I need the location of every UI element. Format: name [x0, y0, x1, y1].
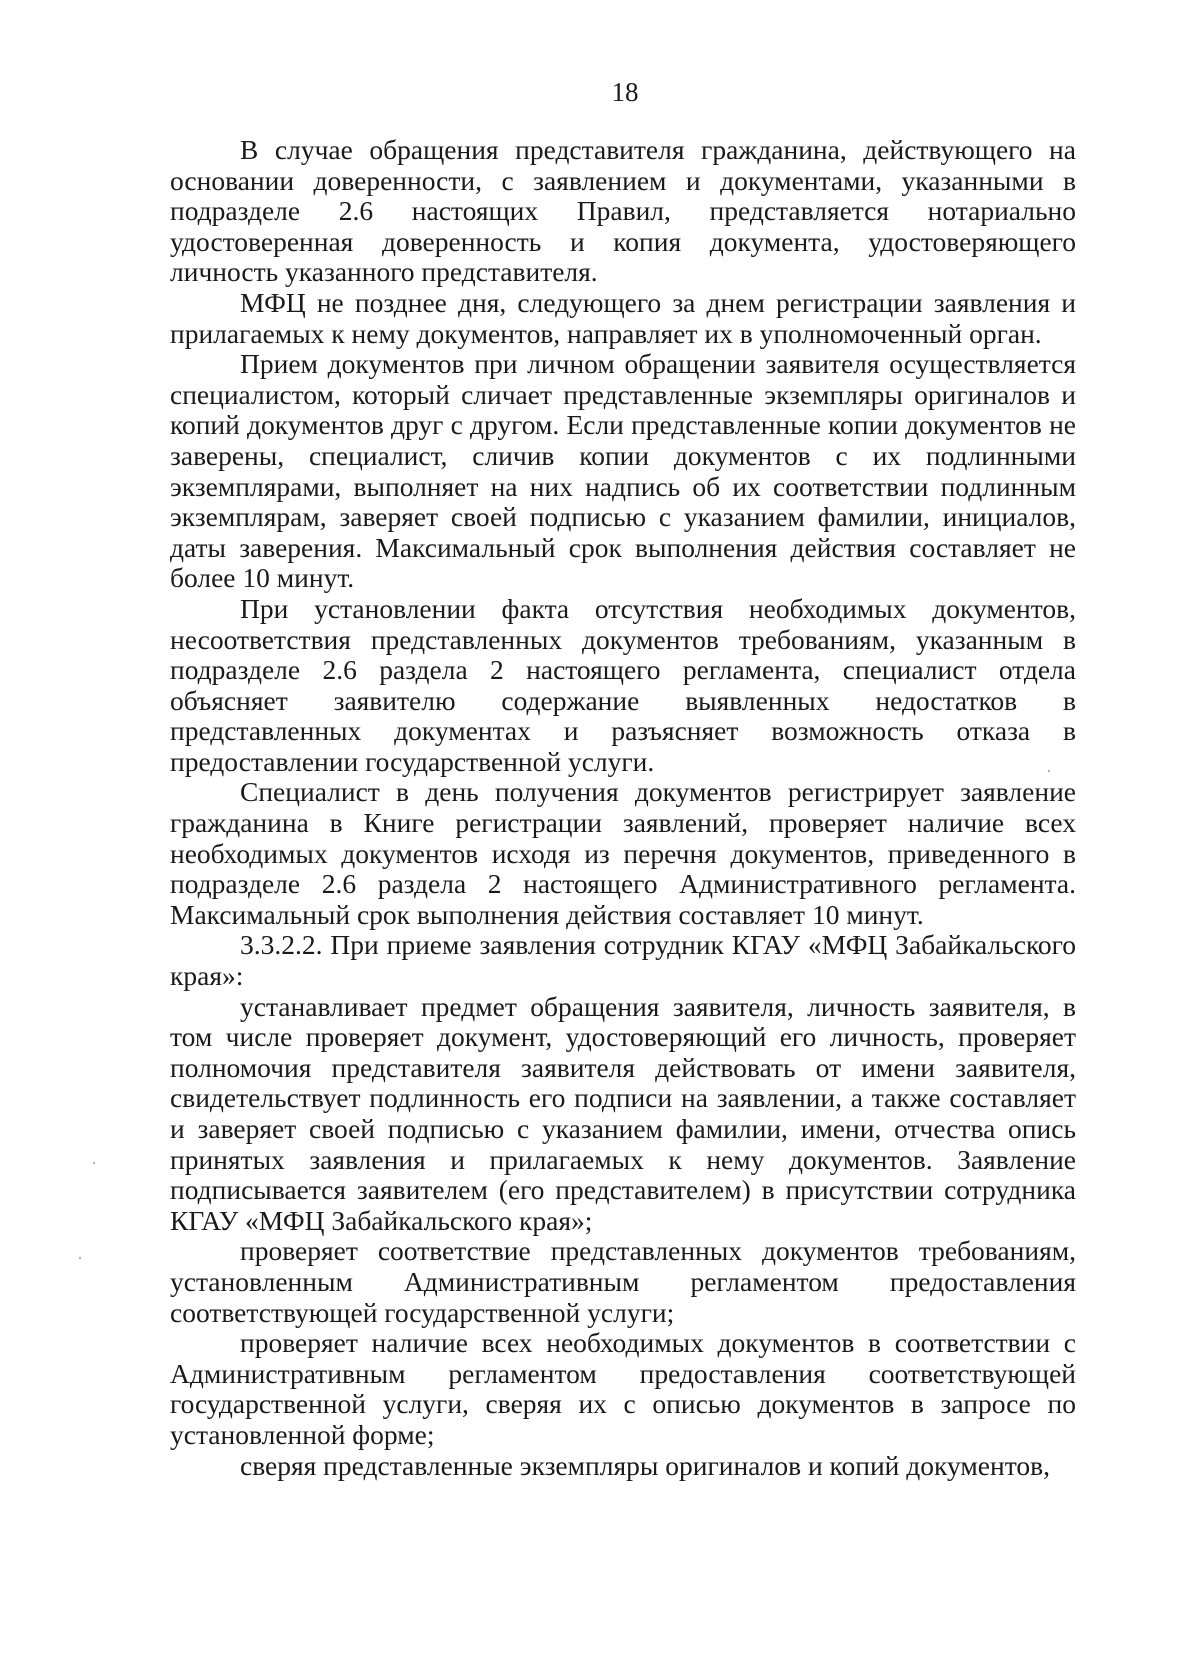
paragraph-registration: Специалист в день получения документов регистрирует заявление гражданина в Книге регистрации заявлений, проверяет наличие всех необходимых документов исходя из перечня документов, приведенного в подразделе 2.6 раздела 2 настоящего Административного регламента. Максимальный срок выполнения действия составляет 10 минут. [170, 776, 1076, 930]
scan-speck [79, 1257, 81, 1259]
paragraph-checks-compliance: проверяет соответствие представленных документов требованиям, установленным Административным регламентом предоставления соответствующей государственной услуги; [170, 1235, 1076, 1328]
scan-speck [1048, 770, 1050, 772]
paragraph-representative: В случае обращения представителя гражданина, действующего на основании доверенности, с заявлением и документами, указанными в подразделе 2.6 настоящих Правил, представляется нотариально удостоверенная доверенность и копия документа, удостоверяющего личность указанного представителя. [170, 134, 1076, 288]
paragraph-establishes-subject: устанавливает предмет обращения заявителя, личность заявителя, в том числе проверяет документ, удостоверяющий его личность, проверяет полномочия представителя заявителя действовать от имени заявителя, свидетельствует подлинность его подписи на заявлении, а также составляет и заверяет своей подписью с указанием фамилии, имени, отчества опись принятых заявления и прилагаемых к нему документов. Заявление подписывается заявителем (его представителем) в присутствии сотрудника КГАУ «МФЦ Забайкальского края»; [170, 990, 1076, 1236]
scan-speck [93, 1162, 95, 1164]
paragraph-mfc-forwarding: МФЦ не позднее дня, следующего за днем регистрации заявления и прилагаемых к нему документов, направляет их в уполномоченный орган. [170, 286, 1076, 349]
paragraph-compares-originals: сверяя представленные экземпляры оригиналов и копий документов, [240, 1449, 1050, 1481]
paragraph-missing-documents: При установлении факта отсутствия необходимых документов, несоответствия представленных документов требованиям, указанным в подразделе 2.6 раздела 2 настоящего регламента, специалист отдела объясняет заявителю содержание выявленных недостатков в представленных документах и разъясняет возможность отказа в предоставлении государственной услуги. [170, 592, 1076, 777]
paragraph-document-reception: Прием документов при личном обращении заявителя осуществляется специалистом, который сличает представленные экземпляры оригиналов и копий документов друг с другом. Если представленные копии документов не заверены, специалист, сличив копии документов с их подлинными экземплярами, выполняет на них надпись об их соответствии подлинным экземплярам, заверяет своей подписью с указанием фамилии, инициалов, даты заверения. Максимальный срок выполнения действия составляет не более 10 минут. [170, 348, 1076, 594]
paragraph-section-3-3-2-2: 3.3.2.2. При приеме заявления сотрудник КГАУ «МФЦ Забайкальского края»: [170, 929, 1076, 992]
page-number: 18 [611, 77, 639, 107]
document-body [170, 135, 1076, 1481]
paragraph-checks-availability: проверяет наличие всех необходимых документов в соответствии с Административным регламентом предоставления соответствующей государственной услуги, сверяя их с описью документов в запросе по установленной форме; [170, 1327, 1076, 1450]
